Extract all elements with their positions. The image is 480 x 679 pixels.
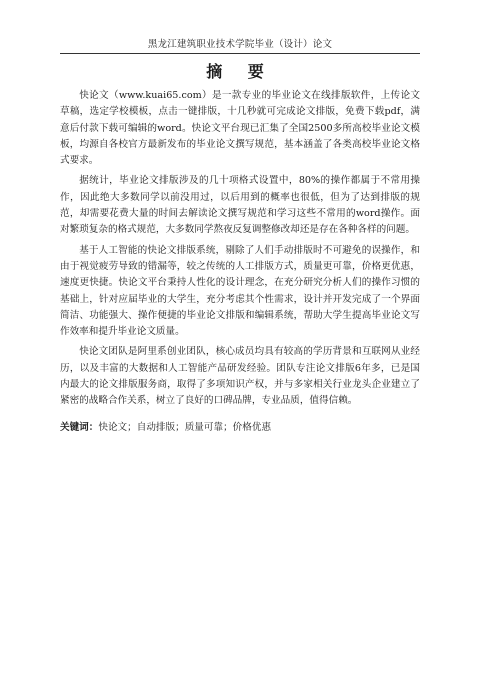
- keywords-text: 快论文；自动排版；质量可靠；价格优惠: [98, 421, 272, 433]
- abstract-paragraph-4: 快论文团队是阿里系创业团队，核心成员均具有较高的学历背景和互联网从业经历，以及丰富的大数据和人工智能产品研发经验。团队专注论文排版6年多，已是国内最大的论文排版服务商，取得了多项知识产权，并与多家相关行业龙头企业建立了紧密的战略合作关系，树立了良好的口碑品牌，专业品质，值得信赖。: [60, 346, 420, 407]
- keywords-line: [60, 420, 420, 436]
- abstract-body: [60, 88, 420, 436]
- running-header: 黑龙江建筑职业技术学院毕业（设计）论文: [147, 39, 333, 50]
- abstract-paragraph-1: 快论文（www.kuai65.com）是一款专业的毕业论文在线排版软件，上传论文草稿，选定学校模板，点击一键排版，十几秒就可完成论文排版，免费下载pdf，满意后付款下载可编辑的word。快论文平台现已汇集了全国2500多所高校毕业论文模板，均源自各校官方最新发布的毕业论文撰写规范，基本涵盖了各类高校毕业论文格式要求。: [60, 90, 420, 167]
- keywords-label: 关键词：: [60, 421, 99, 433]
- abstract-title: 摘 要: [206, 62, 274, 81]
- abstract-paragraph-3: 基于人工智能的快论文排版系统，剔除了人们手动排版时不可避免的误操作，和由于视觉疲劳导致的错漏等，较之传统的人工排版方式，质量更可靠，价格更优惠，速度更快捷。快论文平台秉持人性化的设计理念，在充分研究分析人们的操作习惯的基础上，针对应届毕业的大学生，充分考虑其个性需求，设计并开发完成了一个界面简洁、功能强大、操作便捷的毕业论文排版和编辑系统，帮助大学生提高毕业论文写作效率和提升毕业论文质量。: [60, 244, 420, 338]
- header-rule: [60, 53, 420, 54]
- abstract-paragraph-2: 据统计，毕业论文排版涉及的几十项格式设置中，80%的操作都属于不常用操作，因此绝大多数同学以前没用过，以后用到的概率也很低，但为了达到排版的规范，却需要花费大量的时间去解读论文撰写规范和学习这些不常用的word操作。面对繁琐复杂的格式规范，大多数同学熬夜反复调整修改却还是存在各种各样的问题。: [60, 175, 420, 236]
